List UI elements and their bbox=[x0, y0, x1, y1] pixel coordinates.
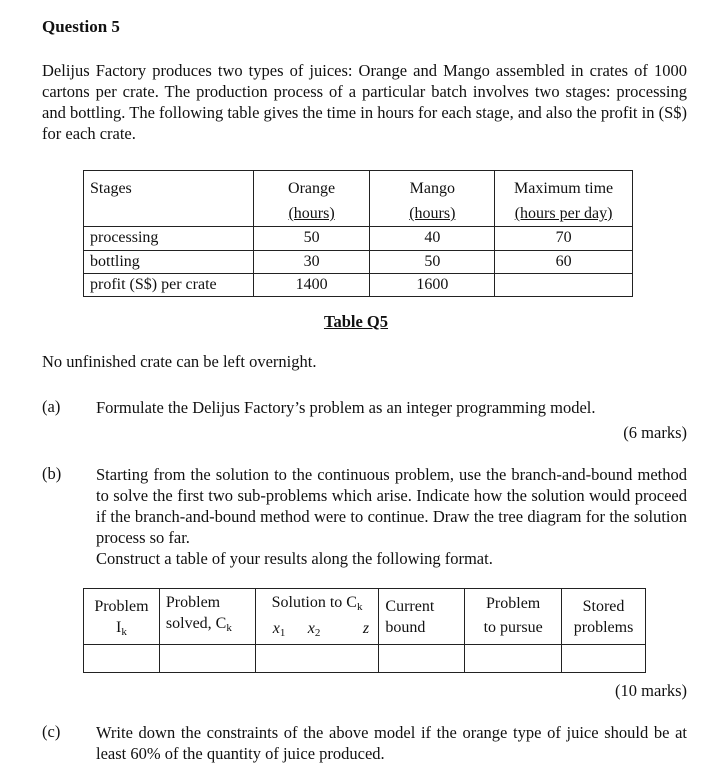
cell-max: 60 bbox=[495, 250, 633, 273]
header-orange: Orange (hours) bbox=[253, 171, 370, 227]
cell-stage: bottling bbox=[84, 250, 254, 273]
part-b-marks: (10 marks) bbox=[615, 681, 687, 700]
part-a-label: (a) bbox=[42, 397, 61, 416]
table-row bbox=[84, 250, 633, 273]
col-problem: Problem $I_k$ bbox=[84, 589, 160, 645]
part-a-marks: (6 marks) bbox=[623, 423, 687, 442]
table-row bbox=[84, 273, 633, 296]
cell-orange: 50 bbox=[253, 227, 370, 250]
col-stored-problems: Stored problems bbox=[562, 589, 646, 645]
cell-max bbox=[495, 273, 633, 296]
empty-cell bbox=[379, 645, 465, 673]
part-b-instruction: Construct a table of your results along the following format. bbox=[96, 549, 493, 568]
empty-cell bbox=[465, 645, 562, 673]
col-problem-to-pursue: Problem to pursue bbox=[465, 589, 562, 645]
header-stages: Stages bbox=[84, 171, 254, 227]
table-q5 bbox=[83, 170, 633, 297]
empty-cell bbox=[84, 645, 160, 673]
cell-max: 70 bbox=[495, 227, 633, 250]
part-b-paragraph: Starting from the solution to the continuous problem, use the branch-and-bound method to solve the first two sub-problems which arise. Indicate how the solution would proceed if the branch-and-bound method were to continue. Draw the tree diagram for the solution process so far. bbox=[96, 465, 687, 547]
col-current-bound: Current bound bbox=[379, 589, 465, 645]
empty-cell bbox=[562, 645, 646, 673]
results-table bbox=[83, 588, 646, 673]
part-b-label: (b) bbox=[42, 464, 62, 483]
note-text: No unfinished crate can be left overnight. bbox=[42, 352, 317, 371]
cell-mango: 50 bbox=[370, 250, 495, 273]
part-a-text: Formulate the Delijus Factory’s problem as an integer programming model. bbox=[96, 398, 596, 417]
cell-orange: 30 bbox=[253, 250, 370, 273]
header-max-time: Maximum time (hours per day) bbox=[495, 171, 633, 227]
empty-cell bbox=[255, 645, 379, 673]
results-empty-row bbox=[84, 645, 646, 673]
cell-mango: 1600 bbox=[370, 273, 495, 296]
cell-orange: 1400 bbox=[253, 273, 370, 296]
table-header-row bbox=[84, 171, 633, 227]
cell-stage: profit (S$) per crate bbox=[84, 273, 254, 296]
results-header-row bbox=[84, 589, 646, 645]
part-b-text bbox=[96, 464, 687, 569]
question-heading: Question 5 bbox=[42, 17, 120, 36]
table-row bbox=[84, 227, 633, 250]
col-solution: Solution to $C_k$ $x_1$ $x_2$ z bbox=[255, 589, 379, 645]
intro-paragraph: Delijus Factory produces two types of juices: Orange and Mango assembled in crates of 1000 cartons per crate. The production process of a particular batch involves two stages: processing and bottling. The following table gives the time in hours for each stage, and also the profit in (S$) for each crate. bbox=[42, 61, 687, 143]
part-c-text: Write down the constraints of the above model if the orange type of juice should be at least 60% of the quantity of juice produced. bbox=[96, 723, 687, 763]
cell-stage: processing bbox=[84, 227, 254, 250]
header-mango: Mango (hours) bbox=[370, 171, 495, 227]
cell-mango: 40 bbox=[370, 227, 495, 250]
part-c-label: (c) bbox=[42, 722, 61, 741]
empty-cell bbox=[159, 645, 255, 673]
col-problem-solved: Problem solved, $C_k$ bbox=[159, 589, 255, 645]
table-caption: Table Q5 bbox=[323, 312, 389, 331]
